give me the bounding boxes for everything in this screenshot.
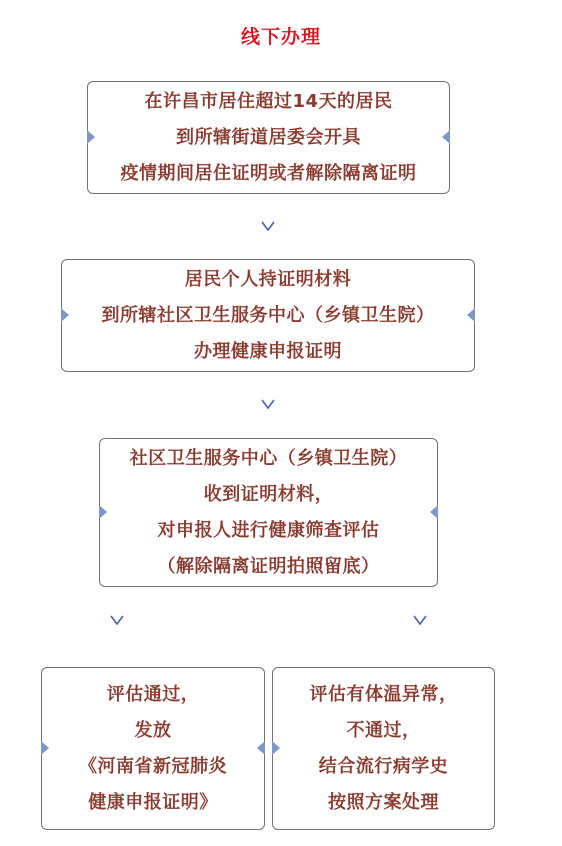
step3-box: [99, 438, 438, 587]
step3-line-1: 社区卫生服务中心（乡镇卫生院）: [129, 447, 408, 469]
outcome-pass-line-3: 《河南省新冠肺炎: [79, 755, 227, 777]
outcome-pass-line-4: 健康申报证明》: [88, 791, 218, 813]
triangle-marker-icon: [99, 505, 107, 519]
step3-line-4: （解除隔离证明拍照留底）: [157, 555, 380, 577]
step1-line-2: 到所辖街道居委会开具: [176, 126, 361, 148]
chevron-down-icon: [261, 399, 275, 409]
triangle-marker-icon: [257, 741, 265, 755]
triangle-marker-icon: [442, 130, 450, 144]
step3-line-2: 收到证明材料，: [203, 483, 334, 505]
triangle-marker-icon: [272, 741, 280, 755]
outcome-fail-line-1: 评估有体温异常，: [309, 683, 458, 705]
triangle-marker-icon: [41, 741, 49, 755]
step2-line-3: 办理健康申报证明: [194, 340, 342, 362]
chevron-down-icon: [110, 615, 124, 625]
chevron-down-icon: [261, 221, 275, 231]
outcome-pass-line-1: 评估通过，: [106, 683, 200, 705]
step2-line-1: 居民个人持证明材料: [184, 268, 352, 290]
chevron-down-icon: [413, 615, 427, 625]
step1-line-1: 在许昌市居住超过14天的居民: [144, 90, 393, 112]
page-title: 线下办理: [240, 26, 321, 48]
step1-box: [87, 81, 450, 194]
triangle-marker-icon: [467, 308, 475, 322]
outcome-fail-box: [272, 667, 495, 830]
outcome-fail-line-2: 不通过，: [346, 719, 421, 741]
outcome-fail-line-3: 结合流行病学史: [318, 755, 449, 777]
outcome-pass-line-2: 发放: [134, 719, 172, 741]
outcome-fail-line-4: 按照方案处理: [328, 791, 439, 813]
step2-line-2: 到所辖社区卫生服务中心（乡镇卫生院）: [101, 304, 435, 326]
step3-line-3: 对申报人进行健康筛查评估: [157, 519, 380, 541]
triangle-marker-icon: [87, 130, 95, 144]
triangle-marker-icon: [61, 308, 69, 322]
triangle-marker-icon: [430, 505, 438, 519]
outcome-pass-box: [41, 667, 265, 830]
step1-line-3: 疫情期间居住证明或者解除隔离证明: [120, 162, 417, 184]
step2-box: [61, 259, 475, 372]
